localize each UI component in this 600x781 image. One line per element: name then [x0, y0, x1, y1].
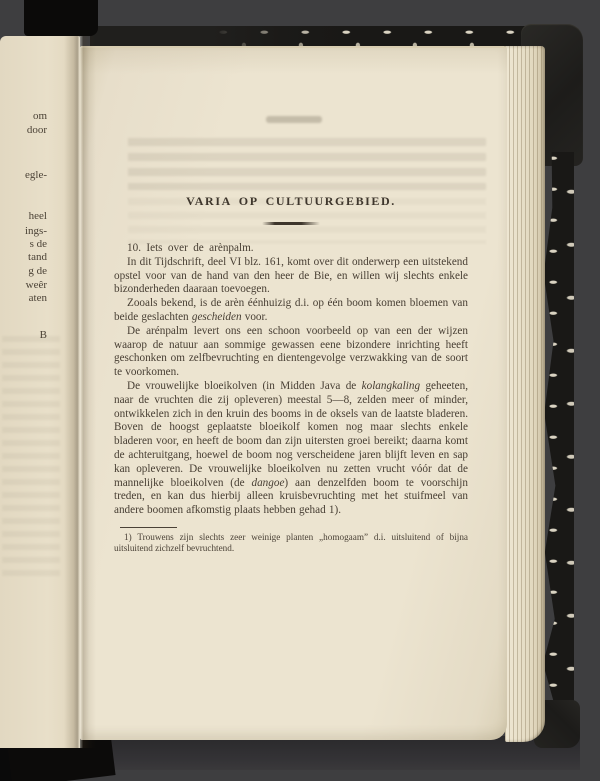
facing-page-fragment: B — [39, 329, 47, 341]
article-paragraph: De vrouwelijke bloeikolven (in Midden Java de kolangkaling geheeten, naar de vruchten die zij opleveren) meestal 5—8, zelden meer of minder, ontwikkelen zich in den kruin des booms in de oksels van de laatste bladeren. Boven de hoogst geplaatste bloeikolf komen nog maar slechts enkele bladeren voor, en heeft de boom dan zijn uitersten groei bereikt; daarna komt de achteruitgang, hoewel de boom nog verscheidene jaren blijft leven en sap kan opleveren. De vrouwelijke bloeikolven nu zetten vrucht vóór dat de mannelijke bloeikolven (de dangoe) aan denzelfden boom te voorschijn treden, en kan dus hierbij alleen kruisbevruchting met het stuifmeel van andere boomen afkomstig plaats hebben gehad 1). — [114, 379, 468, 517]
facing-page-fragment: ings- — [25, 225, 47, 237]
facing-page-fragment: tand — [28, 251, 47, 263]
facing-page-fragment: om — [32, 110, 47, 122]
showthrough-text-upper — [128, 138, 486, 190]
article-item-title: 10. Iets over de arènpalm. — [127, 242, 254, 254]
article-paragraph: In dit Tijdschrift, deel VI blz. 161, komt over dit onderwerp een uitstekend opstel voor van de hand van den heer de Bie, en willen wij slechts enkele bizonderheden daaraan toevoegen. — [114, 255, 468, 296]
main-page — [80, 46, 507, 740]
text-column — [114, 188, 468, 555]
book-cover-marbled-board — [543, 152, 574, 708]
article-paragraph: De arénpalm levert ons een schoon voorbeeld op van een der wijzen waarop de natuur aan sommige gewassen eene bizondere inrichting heeft geschonken om zelfbevruchting en dientengevolge verzwakking van de soort te voorkomen. — [114, 324, 468, 379]
page-edge-stack — [505, 46, 545, 742]
footnote-rule — [120, 527, 177, 528]
facing-page-fragment: s de — [29, 238, 47, 250]
facing-page-fragment: egle- — [25, 169, 47, 181]
footnote-text: 1) Trouwens zijn slechts zeer weinige planten „homogaam” d.i. uitsluitend of bijna uitsluitend zichzelf bevruchtend. — [114, 531, 468, 554]
spine-gap-shadow — [24, 0, 98, 36]
facing-page-sliver — [0, 36, 80, 748]
facing-page-showthrough — [2, 336, 60, 576]
facing-page-fragment: heel — [28, 210, 47, 222]
article-paragraph: Zooals bekend, is de arèn éénhuizig d.i. op één boom komen bloemen van beide geslachten gescheiden voor. — [114, 297, 468, 323]
facing-page-fragment: door — [26, 124, 47, 136]
showthrough-page-number — [266, 116, 322, 123]
facing-page-fragment: weêr — [25, 279, 47, 291]
heading-rule — [262, 222, 320, 225]
facing-page-fragment: g de — [28, 265, 47, 277]
facing-page-fragment: aten — [28, 292, 47, 304]
article-body — [114, 242, 468, 518]
section-heading: VARIA OP CULTUURGEBIED. — [186, 194, 396, 208]
